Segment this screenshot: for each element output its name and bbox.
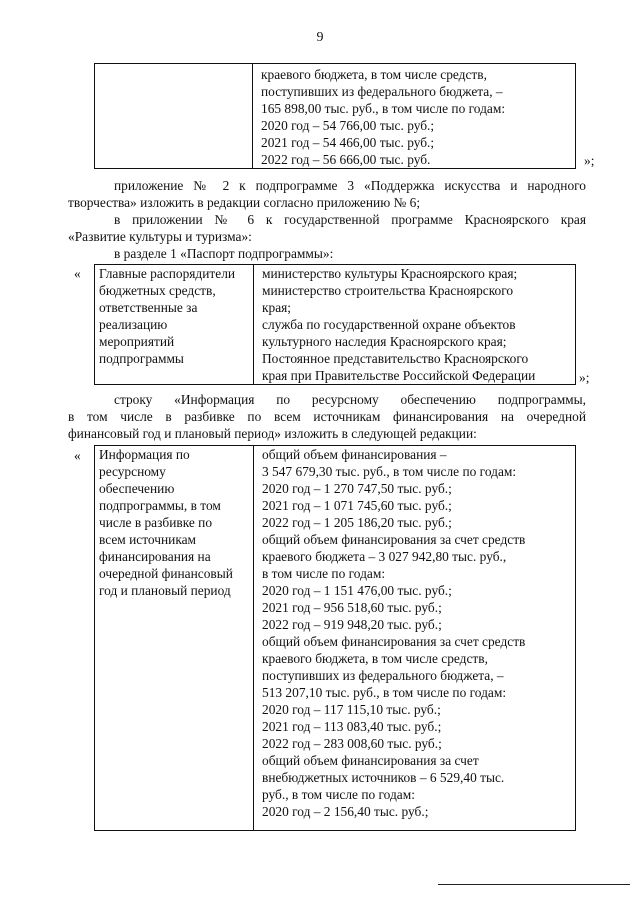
text-line: поступивших из федерального бюджета, – (262, 668, 504, 683)
finance-label-cell (95, 446, 254, 831)
text-line: Постоянное представительство Красноярского (262, 351, 529, 366)
text-line: 2020 год – 117 115,10 тыс. руб.; (262, 702, 441, 717)
paragraph-2-line-2: «Развитие культуры и туризма»: (68, 229, 252, 244)
paragraph-4-line-2: в том числе в разбивке по всем источникам финансирования на очередной (68, 409, 586, 424)
text-line: в том числе по годам: (262, 566, 386, 581)
text-line: культурного наследия Красноярского края; (262, 334, 507, 349)
text-line: 2021 год – 54 466,00 тыс. руб.; (261, 135, 435, 150)
finance-table (94, 445, 576, 831)
executors-label-cell (95, 265, 254, 385)
text-line: внебюджетных источников – 6 529,40 тыс. (262, 770, 505, 785)
closing-quote-mark: »; (579, 370, 590, 385)
executors-table (94, 264, 576, 385)
text-line: реализацию (99, 317, 168, 332)
text-line: подпрограммы, в том (99, 498, 221, 513)
opening-quote-mark: « (74, 266, 81, 281)
text-line: обеспечению (99, 481, 175, 496)
text-line: 513 207,10 тыс. руб., в том числе по годам: (262, 685, 507, 700)
top-table (94, 63, 576, 169)
text-line: общий объем финансирования за счет средств (262, 532, 526, 547)
text-line: очередной финансовый (99, 566, 233, 581)
text-line: Информация по (99, 447, 190, 462)
paragraph-1-line-2: творчества» изложить в редакции согласно приложению № 6; (68, 195, 421, 210)
text-line: 3 547 679,30 тыс. руб., в том числе по годам: (262, 464, 517, 479)
text-line: краевого бюджета, в том числе средств, (262, 651, 488, 666)
top-table-right-cell (253, 64, 576, 169)
text-line: 2021 год – 1 071 745,60 тыс. руб.; (262, 498, 452, 513)
paragraph-3: в разделе 1 «Паспорт подпрограммы»: (114, 246, 334, 261)
paragraph-4-line-1: строку «Информация по ресурсному обеспечению подпрограммы, (114, 392, 586, 407)
text-line: Главные распорядители (99, 266, 236, 281)
text-line: год и плановый период (99, 583, 231, 598)
text-line: бюджетных средств, (99, 283, 216, 298)
text-line: общий объем финансирования – (262, 447, 447, 462)
text-line: 2020 год – 1 270 747,50 тыс. руб.; (262, 481, 452, 496)
closing-quote-mark: »; (584, 153, 595, 168)
text-line: финансирования на (99, 549, 211, 564)
text-line: 2020 год – 1 151 476,00 тыс. руб.; (262, 583, 452, 598)
text-line: 2022 год – 56 666,00 тыс. руб. (261, 152, 431, 167)
text-line: всем источникам (99, 532, 197, 547)
text-line: подпрограммы (99, 351, 184, 366)
page-number: 9 (316, 30, 324, 45)
text-line: 2021 год – 956 518,60 тыс. руб.; (262, 600, 442, 615)
paragraph-4-line-3: финансовый год и плановый период» изложить в следующей редакции: (68, 426, 477, 441)
text-line: краевого бюджета – 3 027 942,80 тыс. руб., (262, 549, 507, 564)
text-line: 165 898,00 тыс. руб., в том числе по годам: (261, 101, 506, 116)
text-line: руб., в том числе по годам: (262, 787, 415, 802)
paragraph-1-line-1: приложение № 2 к подпрограмме 3 «Поддержка искусства и народного (114, 178, 586, 193)
text-line: края при Правительстве Российской Федерации (262, 368, 536, 383)
text-line: числе в разбивке по (99, 515, 213, 530)
text-line: ресурсному (99, 464, 166, 479)
finance-value-cell (254, 446, 576, 831)
text-line: служба по государственной охране объектов (262, 317, 516, 332)
text-line: мероприятий (99, 334, 175, 349)
text-line: 2022 год – 1 205 186,20 тыс. руб.; (262, 515, 452, 530)
text-line: ответственные за (99, 300, 198, 315)
text-line: 2022 год – 283 008,60 тыс. руб.; (262, 736, 442, 751)
text-line: министерство культуры Красноярского края; (262, 266, 518, 281)
text-line: общий объем финансирования за счет (262, 753, 479, 768)
text-line: поступивших из федерального бюджета, – (261, 84, 503, 99)
text-line: края; (262, 300, 292, 315)
text-line: министерство строительства Красноярского (262, 283, 514, 298)
text-line: 2021 год – 113 083,40 тыс. руб.; (262, 719, 442, 734)
text-line: общий объем финансирования за счет средств (262, 634, 526, 649)
text-line: 2020 год – 54 766,00 тыс. руб.; (261, 118, 435, 133)
opening-quote-mark: « (74, 448, 81, 463)
text-line: краевого бюджета, в том числе средств, (261, 67, 487, 82)
executors-value-cell (254, 265, 576, 385)
text-line: 2020 год – 2 156,40 тыс. руб.; (262, 804, 429, 819)
scan-edge-line (438, 884, 630, 885)
text-line: 2022 год – 919 948,20 тыс. руб.; (262, 617, 442, 632)
top-table-left-cell (95, 64, 253, 169)
paragraph-2-line-1: в приложении № 6 к государственной программе Красноярского края (114, 212, 586, 227)
